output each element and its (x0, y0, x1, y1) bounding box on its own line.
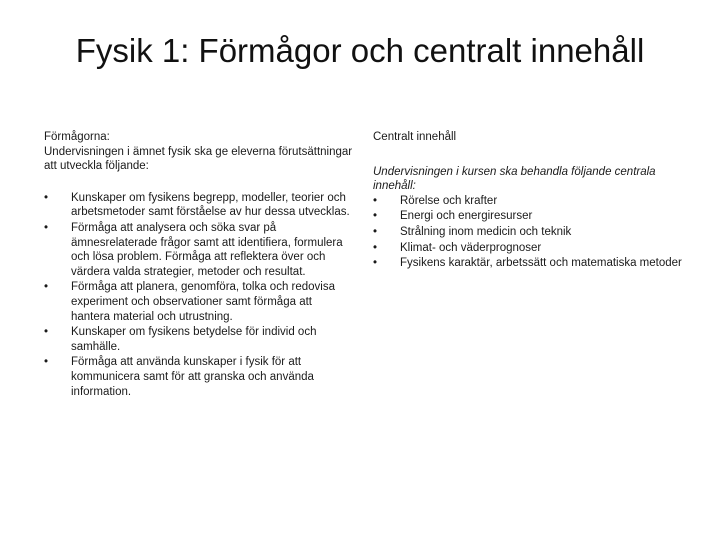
bullet-icon: • (373, 225, 378, 238)
list-item (44, 191, 354, 220)
content-list (373, 194, 693, 271)
abilities-intro-block (44, 130, 354, 174)
list-item-text: Förmåga att analysera och söka svar på ämnesrelaterade frågor samt att identifiera, formulera och lösa problem. Förmåga att reflektera över och värdera valda strategier, metoder och resultat. (71, 221, 343, 278)
list-item-text: Fysikens karaktär, arbetssätt och matematiska metoder (400, 257, 682, 270)
list-item-text: Klimat- och väderprognoser (400, 241, 542, 254)
list-item-text: Förmåga att planera, genomföra, tolka och redovisa experiment och observationer samt förmåga att hantera material och utrustning. (71, 281, 336, 323)
bullet-icon: • (373, 241, 378, 254)
bullet-icon: • (373, 210, 378, 223)
bullet-icon: • (44, 281, 49, 294)
list-item-text: Kunskaper om fysikens begrepp, modeller, teorier och arbetsmetoder samt förståelse av hur dessa utvecklas. (71, 191, 350, 219)
list-item (373, 194, 693, 209)
abilities-column (44, 130, 354, 400)
abilities-list (44, 191, 354, 399)
slide-title: Fysik 1: Förmågor och centralt innehåll (75, 32, 645, 69)
bullet-icon: • (44, 191, 49, 204)
list-item-text: Energi och energiresurser (400, 210, 533, 223)
list-item-text: Kunskaper om fysikens betydelse för individ och samhälle. (71, 326, 317, 353)
content-intro: Undervisningen i kursen ska behandla följande centrala innehåll: (373, 165, 656, 193)
list-item (44, 221, 354, 279)
list-item (373, 209, 693, 224)
list-item-text: Strålning inom medicin och teknik (400, 225, 572, 238)
bullet-icon: • (373, 257, 378, 270)
content-heading: Centralt innehåll (373, 131, 457, 143)
bullet-icon: • (44, 326, 49, 339)
list-item (373, 241, 693, 256)
list-item-text: Rörelse och krafter (400, 194, 498, 207)
list-item (44, 355, 354, 399)
content-column (373, 130, 693, 272)
list-item-text: Förmåga att använda kunskaper i fysik för att kommunicera samt för att granska och använda information. (71, 356, 314, 398)
list-item (373, 225, 693, 240)
list-item (44, 325, 354, 354)
list-item (373, 256, 693, 271)
bullet-icon: • (44, 221, 49, 234)
list-item (44, 280, 354, 324)
abilities-intro: Undervisningen i ämnet fysik ska ge eleverna förutsättningar att utveckla följande: (44, 145, 353, 173)
abilities-heading: Förmågorna: (44, 131, 110, 143)
bullet-icon: • (373, 194, 378, 207)
bullet-icon: • (44, 356, 49, 369)
